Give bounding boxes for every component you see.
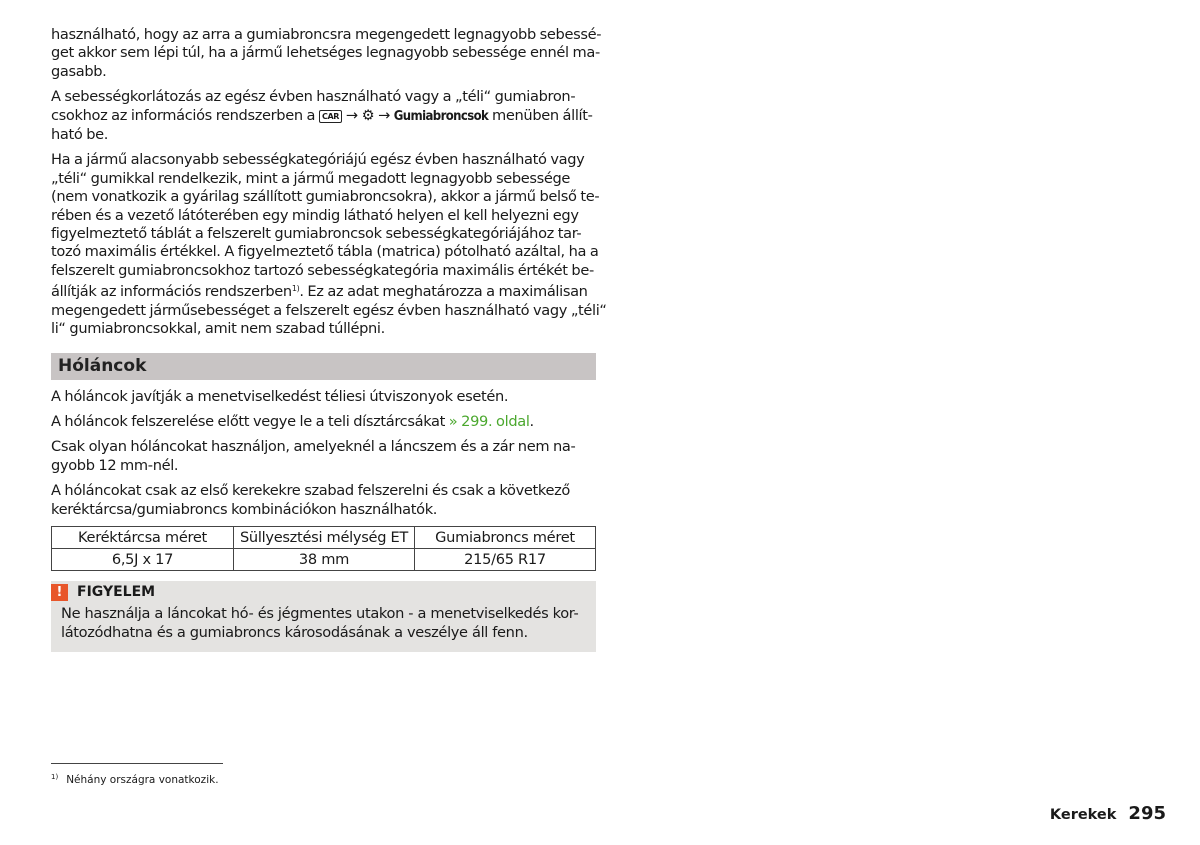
footnote-reference: 1)	[291, 284, 300, 294]
warning-title: FIGYELEM	[77, 584, 156, 601]
footnote-divider	[51, 763, 223, 764]
footnote-mark: 1)	[51, 773, 59, 781]
table-cell: 38 mm	[234, 548, 415, 570]
table-header-row	[52, 526, 596, 548]
text-line: figyelmeztető táblát a felszerelt gumiabroncsok sebességkategóriájához tar-	[51, 225, 582, 243]
text-fragment: menüben állít-	[488, 106, 593, 124]
text-line: ható be.	[51, 126, 109, 144]
paragraph-speed-limit-cont	[51, 26, 602, 81]
footnote-text: Néhány országra vonatkozik.	[66, 774, 219, 786]
text-line	[51, 107, 596, 126]
footer-section-title: Kerekek	[1049, 807, 1117, 823]
text-line: „téli“ gumikkal rendelkezik, mint a jármű megadott legnagyobb sebessége	[51, 169, 571, 187]
table-header-cell: Keréktárcsa méret	[52, 526, 234, 548]
page-number: 295	[1128, 803, 1166, 824]
table-cell: 215/65 R17	[415, 548, 596, 570]
paragraph-chains-size	[51, 438, 596, 475]
text-line: A hóláncok javítják a menetviselkedést téliesi útviszonyok esetén.	[51, 387, 509, 405]
paragraph-chains-hubcaps	[51, 413, 596, 431]
paragraph-chains-front-wheels	[51, 482, 596, 519]
text-line: rében és a vezető látóterében egy mindig látható helyen el kell helyezni egy	[51, 206, 579, 224]
warning-text	[61, 604, 586, 642]
page-reference-link[interactable]: » 299. oldal	[448, 412, 530, 430]
text-line	[51, 413, 596, 431]
wheel-tyre-table	[51, 526, 596, 571]
text-line: gasabb.	[51, 62, 107, 80]
page-footer	[1050, 803, 1166, 824]
paragraph-warning-label	[51, 151, 607, 338]
text-line: li“ gumiabroncsokkal, amit nem szabad túllépni.	[51, 320, 385, 338]
text-line: gyobb 12 mm-nél.	[51, 456, 179, 474]
text-line: keréktárcsa/gumiabroncs kombinációkon használhatók.	[51, 500, 438, 518]
warning-header	[51, 583, 586, 602]
text-fragment: . Ez az adat meghatározza a maximálisan	[299, 283, 588, 301]
text-fragment: .	[529, 412, 534, 430]
text-line: A sebességkorlátozás az egész évben használható vagy a „téli“ gumiabron-	[51, 88, 576, 106]
arrow-icon: →	[342, 106, 362, 124]
paragraph-chains-intro	[51, 388, 596, 406]
text-fragment: A hóláncok felszerelése előtt vegye le a teli dísztárcsákat	[51, 412, 449, 430]
menu-name: Gumiabroncsok	[393, 108, 489, 124]
main-column	[51, 26, 607, 652]
text-fragment: csokhoz az információs rendszerben a	[51, 106, 319, 124]
text-line: Ha a jármű alacsonyabb sebességkategóriájú egész évben használható vagy	[51, 151, 585, 169]
text-line: tozó maximális értékkel. A figyelmeztető tábla (matrica) pótolható azáltal, ha a	[51, 243, 599, 261]
arrow-icon: →	[374, 106, 394, 124]
table-header-cell: Süllyesztési mélység ET	[234, 526, 415, 548]
text-fragment: állítják az információs rendszerben	[51, 283, 292, 301]
settings-gear-icon: ⚙	[361, 106, 375, 124]
text-line: látozódhatna és a gumiabroncs károsodásának a veszélye áll fenn.	[61, 623, 528, 641]
text-line: megengedett járműsebességet a felszerelt egész évben használható vagy „téli“	[51, 301, 607, 319]
table-cell: 6,5J x 17	[52, 548, 234, 570]
text-line: A hóláncokat csak az első kerekekre szabad felszerelni és csak a következő	[51, 482, 570, 500]
footnote	[51, 773, 219, 786]
text-line: get akkor sem lépi túl, ha a jármű lehetséges legnagyobb sebessége ennél ma-	[51, 44, 600, 62]
table-row	[52, 548, 596, 570]
section-heading-snow-chains: Hóláncok	[51, 353, 596, 380]
text-line: használható, hogy az arra a gumiabroncsra megengedett legnagyobb sebessé-	[51, 26, 602, 43]
text-line: (nem vonatkozik a gyárilag szállított gumiabroncsokra), akkor a jármű belső te-	[51, 188, 600, 206]
car-button-icon: CAR	[319, 110, 342, 123]
warning-icon: !	[51, 584, 68, 601]
text-line: felszerelt gumiabroncsokhoz tartozó sebességkategória maximális értékét be-	[51, 261, 594, 279]
text-line: Csak olyan hóláncokat használjon, amelyeknél a láncszem és a zár nem na-	[51, 438, 576, 456]
warning-box	[51, 581, 596, 652]
text-line: Ne használja a láncokat hó- és jégmentes utakon - a menetviselkedés kor-	[61, 604, 579, 622]
table-header-cell: Gumiabroncs méret	[415, 526, 596, 548]
paragraph-speed-setting	[51, 88, 596, 144]
text-line	[51, 280, 596, 301]
